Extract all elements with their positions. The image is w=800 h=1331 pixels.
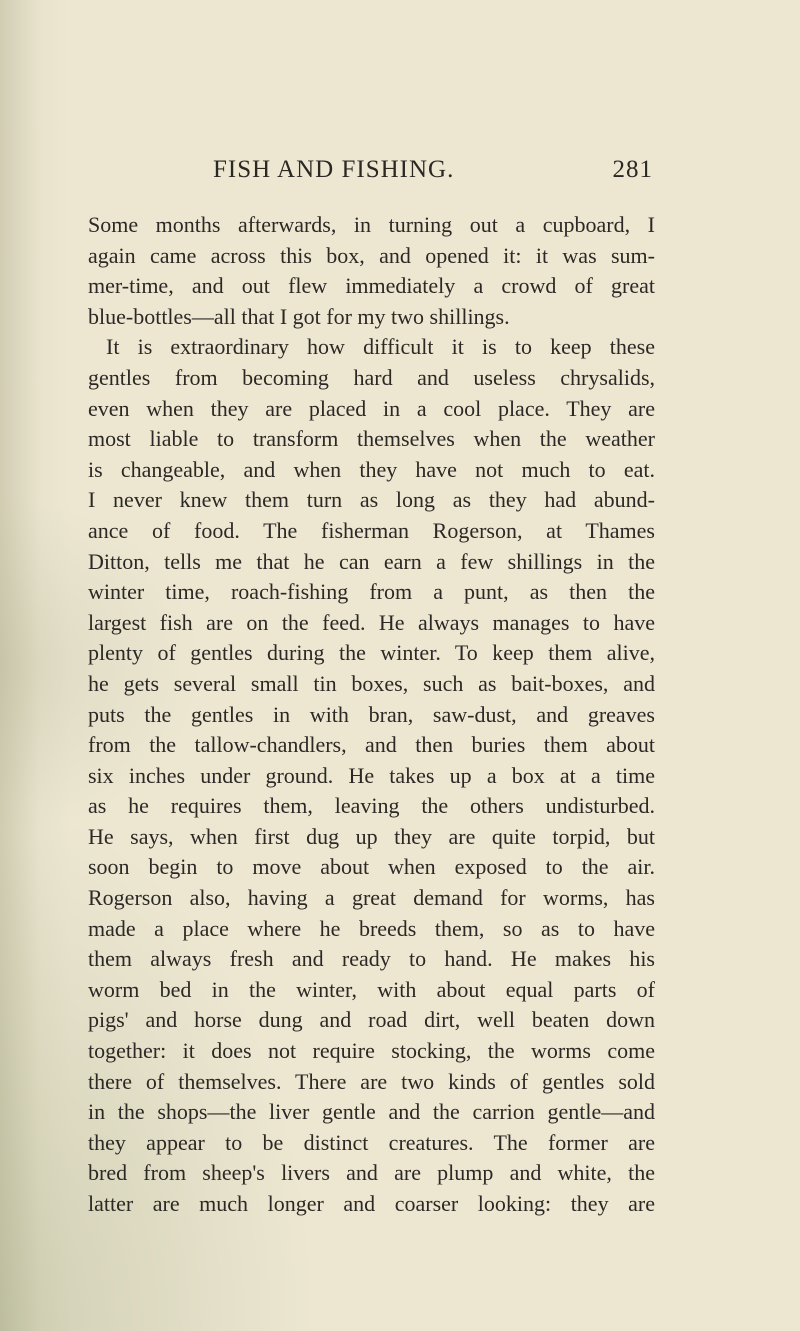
running-title: FISH AND FISHING. (213, 156, 455, 183)
text-line: pigs' and horse dung and road dirt, well beaten down (88, 1007, 655, 1033)
text-line: gentles from becoming hard and useless chrysalids, (88, 364, 655, 390)
text-line: in the shops—the liver gentle and the carrion gentle—and (88, 1099, 655, 1125)
text-line: soon begin to move about when exposed to the air. (88, 854, 655, 880)
text-line: winter time, roach-fishing from a punt, as then the (88, 579, 655, 605)
text-line: Some months afterwards, in turning out a cupboard, I (88, 212, 655, 237)
text-line: plenty of gentles during the winter. To keep them alive, (88, 640, 655, 666)
text-line: there of themselves. There are two kinds of gentles sold (88, 1068, 655, 1094)
text-line: them always fresh and ready to hand. He makes his (88, 946, 655, 972)
page-header (213, 156, 653, 196)
text-line: latter are much longer and coarser looking: they are (88, 1191, 655, 1216)
text-line: blue-bottles—all that I got for my two shillings. (88, 303, 510, 329)
text-line: from the tallow-chandlers, and then buries them about (88, 732, 655, 758)
page-number: 281 (612, 156, 653, 183)
text-line: mer-time, and out flew immediately a crowd of great (88, 273, 655, 299)
text-line: he gets several small tin boxes, such as bait-boxes, and (88, 670, 655, 696)
text-line: six inches under ground. He takes up a box at a time (88, 762, 655, 788)
text-line: He says, when first dug up they are quite torpid, but (88, 823, 655, 849)
body-text (88, 210, 655, 1220)
text-line: is changeable, and when they have not much to eat. (88, 456, 655, 482)
text-line: Ditton, tells me that he can earn a few shillings in the (88, 548, 655, 574)
text-line: again came across this box, and opened it: it was sum- (88, 242, 655, 268)
text-line: they appear to be distinct creatures. The former are (88, 1129, 655, 1155)
text-line: even when they are placed in a cool place. They are (88, 395, 655, 421)
text-line: ance of food. The fisherman Rogerson, at Thames (88, 517, 655, 543)
text-line: largest fish are on the feed. He always manages to have (88, 609, 655, 635)
text-line: Rogerson also, having a great demand for worms, has (88, 885, 655, 911)
text-line: as he requires them, leaving the others undisturbed. (88, 793, 655, 819)
text-line: bred from sheep's livers and are plump and white, the (88, 1160, 655, 1186)
text-line: most liable to transform themselves when the weather (88, 426, 655, 452)
text-line: It is extraordinary how difficult it is to keep these (106, 334, 655, 360)
text-line: I never knew them turn as long as they had abund- (88, 487, 655, 513)
text-line: together: it does not require stocking, the worms come (88, 1038, 655, 1064)
text-line: worm bed in the winter, with about equal parts of (88, 976, 655, 1002)
text-line: made a place where he breeds them, so as to have (88, 915, 655, 941)
text-line: puts the gentles in with bran, saw-dust, and greaves (88, 701, 655, 727)
